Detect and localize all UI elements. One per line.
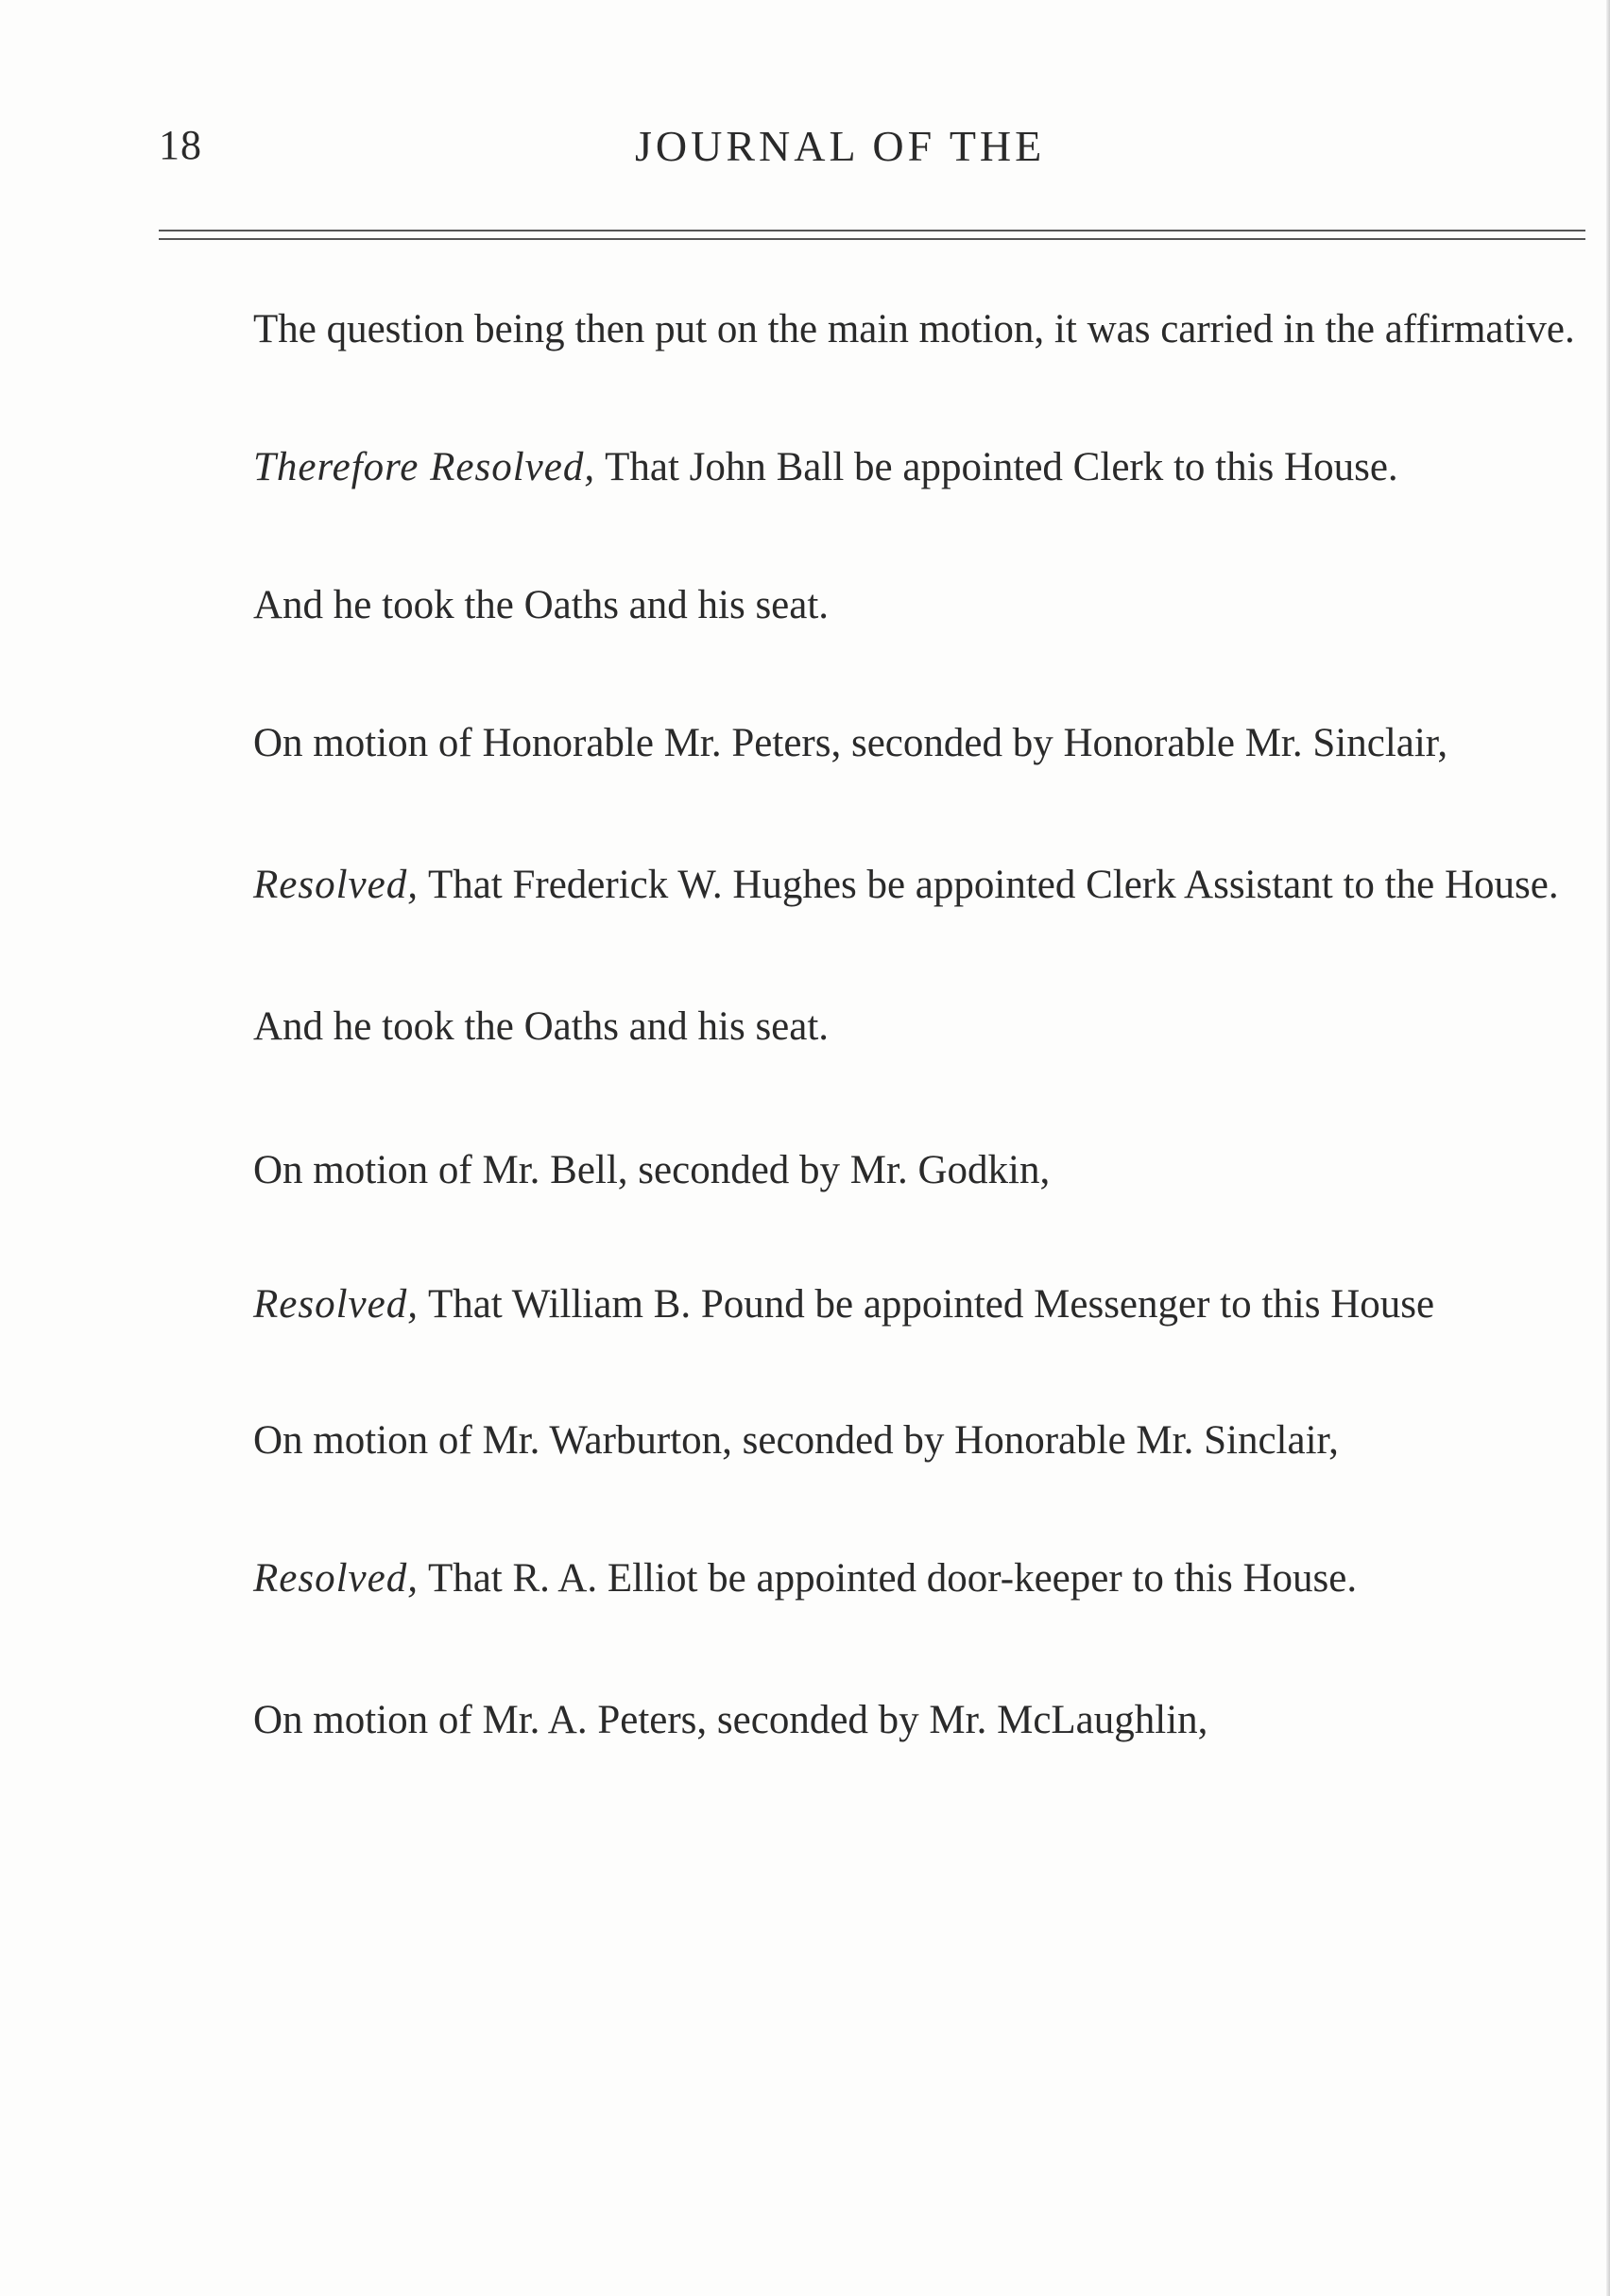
- paragraph-text: That John Ball be appointed Clerk to this House.: [605, 445, 1398, 489]
- header-rule-bottom: [159, 238, 1585, 240]
- paragraph-text: On motion of Mr. Bell, seconded by Mr. Godkin,: [253, 1148, 1051, 1192]
- paragraph-motion-warburton: [157, 1410, 1597, 1472]
- paragraph-italic-lead: Therefore Resolved,: [253, 445, 596, 489]
- page-edge-shadow: [1606, 0, 1610, 2296]
- paragraph-motion-bell: [157, 1139, 1597, 1202]
- paragraph-main-motion-carried: [157, 299, 1597, 361]
- header-rule-top: [159, 230, 1585, 231]
- paragraph-resolution-clerk-assistant: [157, 854, 1597, 917]
- paragraph-resolution-door-keeper: [157, 1548, 1597, 1610]
- paragraph-motion-peters: [157, 712, 1597, 775]
- paragraph-oath-clerk-assistant: [157, 996, 1597, 1058]
- paragraph-text: And he took the Oaths and his seat.: [253, 1004, 830, 1049]
- running-title: JOURNAL OF THE: [635, 122, 1046, 170]
- paragraph-text: That William B. Pound be appointed Messenger to this House: [427, 1282, 1435, 1327]
- journal-body: [157, 299, 1597, 1752]
- running-head: [159, 121, 1585, 187]
- page-number: 18: [159, 122, 202, 168]
- paragraph-text: On motion of Honorable Mr. Peters, seconded by Honorable Mr. Sinclair,: [253, 721, 1448, 765]
- paragraph-italic-lead: Resolved,: [253, 1556, 419, 1601]
- paragraph-resolution-messenger: [157, 1274, 1597, 1336]
- paragraph-text: On motion of Mr. A. Peters, seconded by Mr. McLaughlin,: [253, 1698, 1208, 1742]
- paragraph-text: And he took the Oaths and his seat.: [253, 583, 830, 627]
- paragraph-text: On motion of Mr. Warburton, seconded by Honorable Mr. Sinclair,: [253, 1418, 1339, 1463]
- paragraph-text: That Frederick W. Hughes be appointed Clerk Assistant to the House.: [427, 863, 1559, 907]
- paragraph-text: That R. A. Elliot be appointed door-keeper to this House.: [427, 1556, 1358, 1601]
- paragraph-resolution-clerk: [157, 437, 1597, 499]
- paragraph-motion-a-peters: [157, 1689, 1597, 1752]
- paragraph-italic-lead: Resolved,: [253, 1282, 419, 1327]
- paragraph-oath-clerk: [157, 574, 1597, 637]
- paragraph-text: The question being then put on the main motion, it was carried in the affirmative.: [253, 307, 1575, 351]
- paragraph-italic-lead: Resolved,: [253, 863, 419, 907]
